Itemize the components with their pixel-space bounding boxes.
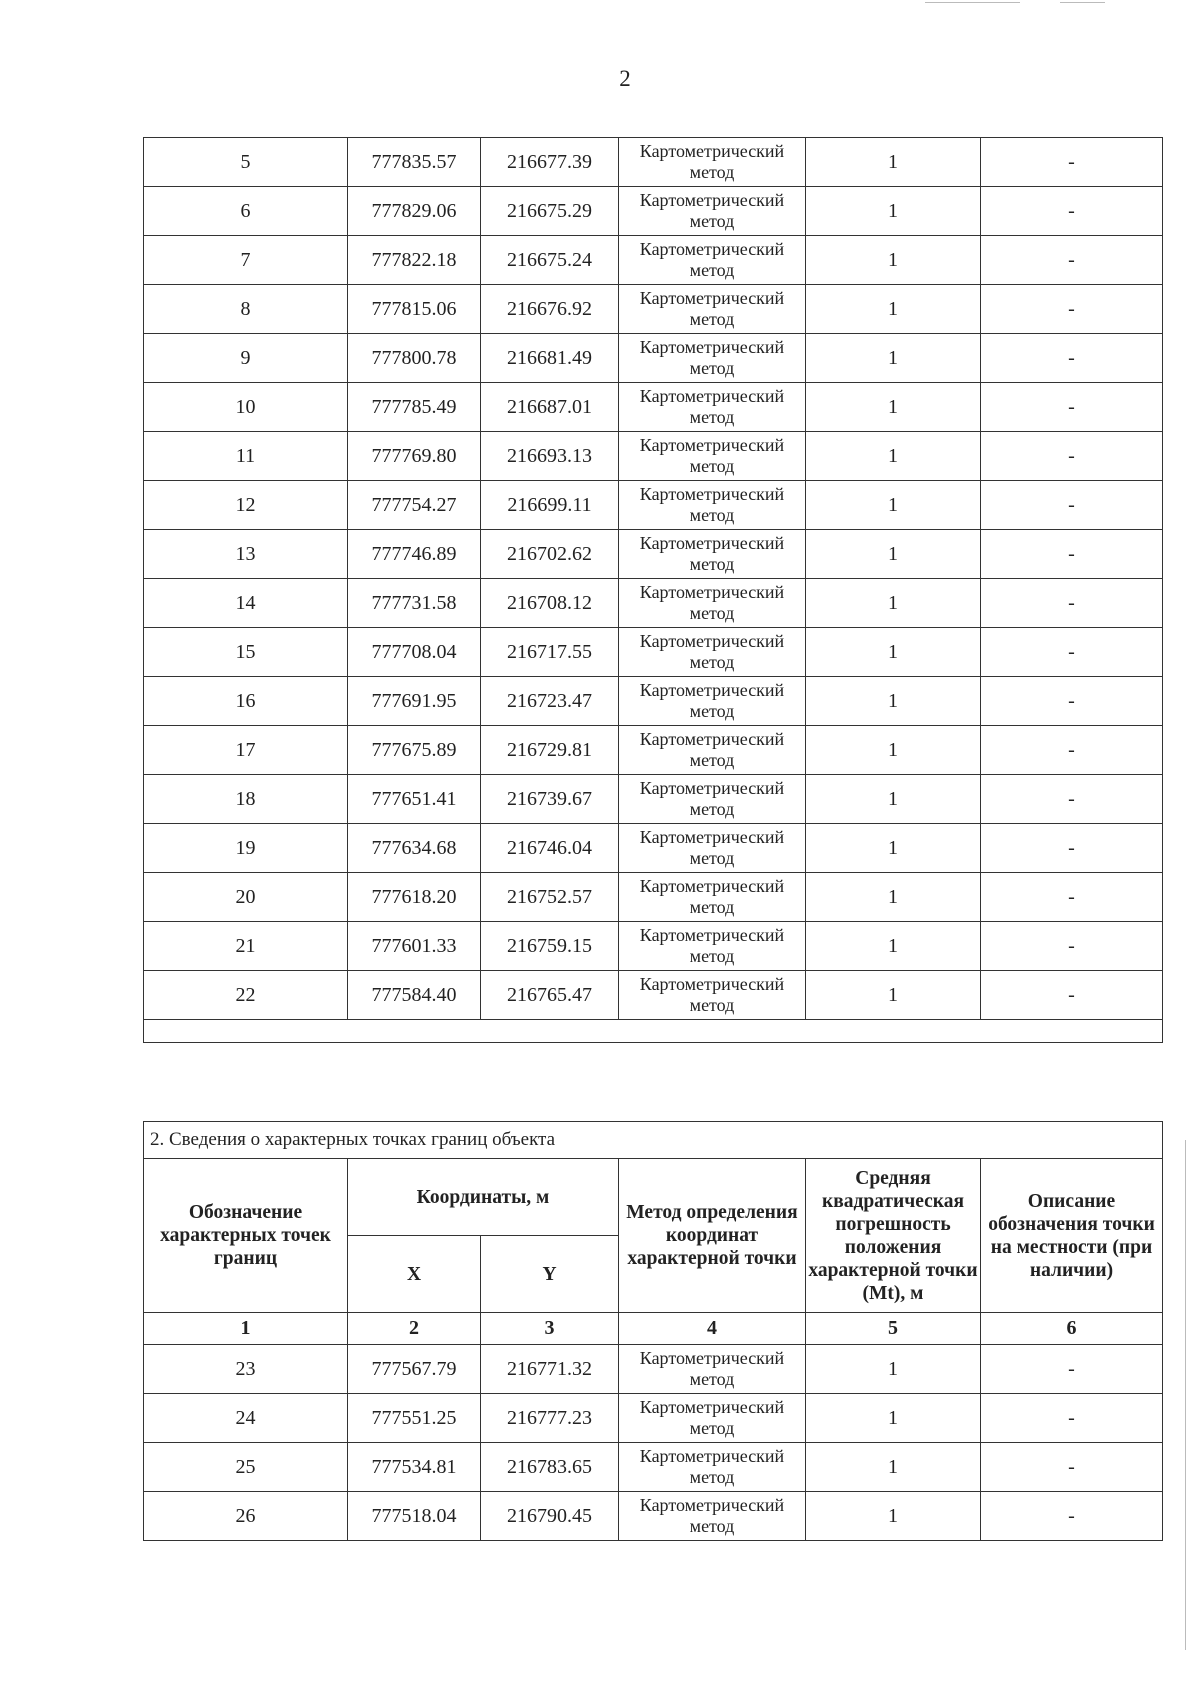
table-row: [144, 824, 1163, 873]
coord-y-cell: 216765.47: [481, 971, 619, 1020]
table-row: [144, 334, 1163, 383]
table-row: [144, 285, 1163, 334]
method-cell: Картометрический метод: [619, 334, 806, 383]
method-cell: Картометрический метод: [619, 873, 806, 922]
header-x: X: [348, 1236, 481, 1313]
point-number-cell: 26: [144, 1492, 348, 1541]
scan-artifact-line: [1060, 2, 1105, 3]
point-number-cell: 6: [144, 187, 348, 236]
method-cell: Картометрический метод: [619, 922, 806, 971]
point-number-cell: 11: [144, 432, 348, 481]
coord-x-cell: 777618.20: [348, 873, 481, 922]
coord-x-cell: 777691.95: [348, 677, 481, 726]
accuracy-mt-cell: 1: [806, 334, 981, 383]
coord-x-cell: 777601.33: [348, 922, 481, 971]
accuracy-mt-cell: 1: [806, 824, 981, 873]
coord-x-cell: 777567.79: [348, 1345, 481, 1394]
table-row: [144, 628, 1163, 677]
coord-y-cell: 216723.47: [481, 677, 619, 726]
table-row: [144, 1492, 1163, 1541]
coord-x-cell: 777518.04: [348, 1492, 481, 1541]
description-cell: -: [981, 971, 1163, 1020]
coord-y-cell: 216702.62: [481, 530, 619, 579]
coord-y-cell: 216783.65: [481, 1443, 619, 1492]
coord-y-cell: 216681.49: [481, 334, 619, 383]
coord-y-cell: 216746.04: [481, 824, 619, 873]
method-cell: Картометрический метод: [619, 726, 806, 775]
description-cell: -: [981, 1492, 1163, 1541]
point-number-cell: 24: [144, 1394, 348, 1443]
column-number: 4: [619, 1313, 806, 1345]
table1-body: [144, 138, 1163, 1043]
accuracy-mt-cell: 1: [806, 481, 981, 530]
point-number-cell: 15: [144, 628, 348, 677]
method-cell: Картометрический метод: [619, 579, 806, 628]
coord-x-cell: 777829.06: [348, 187, 481, 236]
coord-x-cell: 777584.40: [348, 971, 481, 1020]
method-cell: Картометрический метод: [619, 530, 806, 579]
description-cell: -: [981, 1443, 1163, 1492]
description-cell: -: [981, 922, 1163, 971]
point-number-cell: 9: [144, 334, 348, 383]
coord-y-cell: 216777.23: [481, 1394, 619, 1443]
accuracy-mt-cell: 1: [806, 1492, 981, 1541]
description-cell: -: [981, 1345, 1163, 1394]
accuracy-mt-cell: 1: [806, 579, 981, 628]
column-number: 6: [981, 1313, 1163, 1345]
description-cell: -: [981, 481, 1163, 530]
description-cell: -: [981, 677, 1163, 726]
coord-y-cell: 216677.39: [481, 138, 619, 187]
coord-y-cell: 216739.67: [481, 775, 619, 824]
description-cell: -: [981, 824, 1163, 873]
method-cell: Картометрический метод: [619, 236, 806, 285]
table2-body: [144, 1345, 1163, 1541]
table-row: [144, 726, 1163, 775]
coord-y-cell: 216729.81: [481, 726, 619, 775]
point-number-cell: 22: [144, 971, 348, 1020]
coord-x-cell: 777651.41: [348, 775, 481, 824]
accuracy-mt-cell: 1: [806, 1443, 981, 1492]
method-cell: Картометрический метод: [619, 187, 806, 236]
accuracy-mt-cell: 1: [806, 971, 981, 1020]
accuracy-mt-cell: 1: [806, 187, 981, 236]
coord-y-cell: 216693.13: [481, 432, 619, 481]
point-number-cell: 5: [144, 138, 348, 187]
table-row: [144, 187, 1163, 236]
coord-x-cell: 777785.49: [348, 383, 481, 432]
accuracy-mt-cell: 1: [806, 775, 981, 824]
method-cell: Картометрический метод: [619, 628, 806, 677]
accuracy-mt-cell: 1: [806, 1394, 981, 1443]
description-cell: -: [981, 383, 1163, 432]
method-cell: Картометрический метод: [619, 1394, 806, 1443]
section-title: 2. Сведения о характерных точках границ объекта: [144, 1122, 1163, 1159]
header-y: Y: [481, 1236, 619, 1313]
table-row: [144, 1394, 1163, 1443]
method-cell: Картометрический метод: [619, 824, 806, 873]
coord-y-cell: 216687.01: [481, 383, 619, 432]
point-number-cell: 14: [144, 579, 348, 628]
coord-x-cell: 777731.58: [348, 579, 481, 628]
description-cell: -: [981, 1394, 1163, 1443]
description-cell: -: [981, 579, 1163, 628]
coord-y-cell: 216759.15: [481, 922, 619, 971]
description-cell: -: [981, 628, 1163, 677]
accuracy-mt-cell: 1: [806, 285, 981, 334]
coord-x-cell: 777708.04: [348, 628, 481, 677]
accuracy-mt-cell: 1: [806, 726, 981, 775]
point-number-cell: 19: [144, 824, 348, 873]
header-coordinates: Координаты, м: [348, 1159, 619, 1236]
method-cell: Картометрический метод: [619, 383, 806, 432]
table-row: [144, 481, 1163, 530]
accuracy-mt-cell: 1: [806, 383, 981, 432]
method-cell: Картометрический метод: [619, 1492, 806, 1541]
point-number-cell: 8: [144, 285, 348, 334]
accuracy-mt-cell: 1: [806, 138, 981, 187]
empty-cell: [144, 1020, 1163, 1043]
coord-x-cell: 777534.81: [348, 1443, 481, 1492]
accuracy-mt-cell: 1: [806, 922, 981, 971]
method-cell: Картометрический метод: [619, 432, 806, 481]
point-number-cell: 25: [144, 1443, 348, 1492]
point-number-cell: 10: [144, 383, 348, 432]
description-cell: -: [981, 873, 1163, 922]
description-cell: -: [981, 334, 1163, 383]
point-number-cell: 7: [144, 236, 348, 285]
empty-row: [144, 1020, 1163, 1043]
table-row: [144, 236, 1163, 285]
method-cell: Картометрический метод: [619, 285, 806, 334]
description-cell: -: [981, 530, 1163, 579]
point-number-cell: 17: [144, 726, 348, 775]
header-designation: Обозначение характерных точек границ: [144, 1159, 348, 1313]
point-number-cell: 16: [144, 677, 348, 726]
table-row: [144, 775, 1163, 824]
method-cell: Картометрический метод: [619, 1443, 806, 1492]
point-number-cell: 12: [144, 481, 348, 530]
coord-x-cell: 777754.27: [348, 481, 481, 530]
description-cell: -: [981, 775, 1163, 824]
page-number: 2: [619, 66, 631, 91]
accuracy-mt-cell: 1: [806, 873, 981, 922]
accuracy-mt-cell: 1: [806, 628, 981, 677]
coord-x-cell: 777634.68: [348, 824, 481, 873]
accuracy-mt-cell: 1: [806, 1345, 981, 1394]
description-cell: -: [981, 187, 1163, 236]
column-number: 2: [348, 1313, 481, 1345]
point-number-cell: 21: [144, 922, 348, 971]
header-method: Метод определения координат характерной точки: [619, 1159, 806, 1313]
column-number: 1: [144, 1313, 348, 1345]
accuracy-mt-cell: 1: [806, 677, 981, 726]
boundary-points-table: [143, 1121, 1163, 1541]
method-cell: Картометрический метод: [619, 775, 806, 824]
coord-x-cell: 777551.25: [348, 1394, 481, 1443]
method-cell: Картометрический метод: [619, 138, 806, 187]
coord-y-cell: 216676.92: [481, 285, 619, 334]
coord-x-cell: 777746.89: [348, 530, 481, 579]
scan-artifact-line: [1185, 1140, 1186, 1650]
description-cell: -: [981, 726, 1163, 775]
coord-y-cell: 216790.45: [481, 1492, 619, 1541]
coord-x-cell: 777815.06: [348, 285, 481, 334]
method-cell: Картометрический метод: [619, 677, 806, 726]
coord-x-cell: 777822.18: [348, 236, 481, 285]
scan-artifact-line: [925, 2, 1020, 3]
table-row: [144, 971, 1163, 1020]
coord-x-cell: 777769.80: [348, 432, 481, 481]
column-number: 3: [481, 1313, 619, 1345]
table-row: [144, 530, 1163, 579]
table-row: [144, 138, 1163, 187]
method-cell: Картометрический метод: [619, 1345, 806, 1394]
coordinates-table-continued: [143, 137, 1163, 1043]
method-cell: Картометрический метод: [619, 971, 806, 1020]
coord-y-cell: 216717.55: [481, 628, 619, 677]
coord-y-cell: 216699.11: [481, 481, 619, 530]
description-cell: -: [981, 236, 1163, 285]
coord-y-cell: 216675.29: [481, 187, 619, 236]
coord-y-cell: 216752.57: [481, 873, 619, 922]
coord-y-cell: 216675.24: [481, 236, 619, 285]
table-row: [144, 922, 1163, 971]
coord-y-cell: 216771.32: [481, 1345, 619, 1394]
coord-y-cell: 216708.12: [481, 579, 619, 628]
method-cell: Картометрический метод: [619, 481, 806, 530]
description-cell: -: [981, 432, 1163, 481]
header-accuracy: Средняя квадратическая погрешность положения характерной точки (Mt), м: [806, 1159, 981, 1313]
coord-x-cell: 777800.78: [348, 334, 481, 383]
coord-x-cell: 777675.89: [348, 726, 481, 775]
accuracy-mt-cell: 1: [806, 236, 981, 285]
table-row: [144, 1345, 1163, 1394]
description-cell: -: [981, 285, 1163, 334]
point-number-cell: 18: [144, 775, 348, 824]
point-number-cell: 20: [144, 873, 348, 922]
column-number: 5: [806, 1313, 981, 1345]
point-number-cell: 13: [144, 530, 348, 579]
table-row: [144, 579, 1163, 628]
accuracy-mt-cell: 1: [806, 432, 981, 481]
table-row: [144, 383, 1163, 432]
table-row: [144, 1443, 1163, 1492]
table-row: [144, 432, 1163, 481]
point-number-cell: 23: [144, 1345, 348, 1394]
table-row: [144, 873, 1163, 922]
table-row: [144, 677, 1163, 726]
coord-x-cell: 777835.57: [348, 138, 481, 187]
accuracy-mt-cell: 1: [806, 530, 981, 579]
description-cell: -: [981, 138, 1163, 187]
header-description: Описание обозначения точки на местности (при наличии): [981, 1159, 1163, 1313]
